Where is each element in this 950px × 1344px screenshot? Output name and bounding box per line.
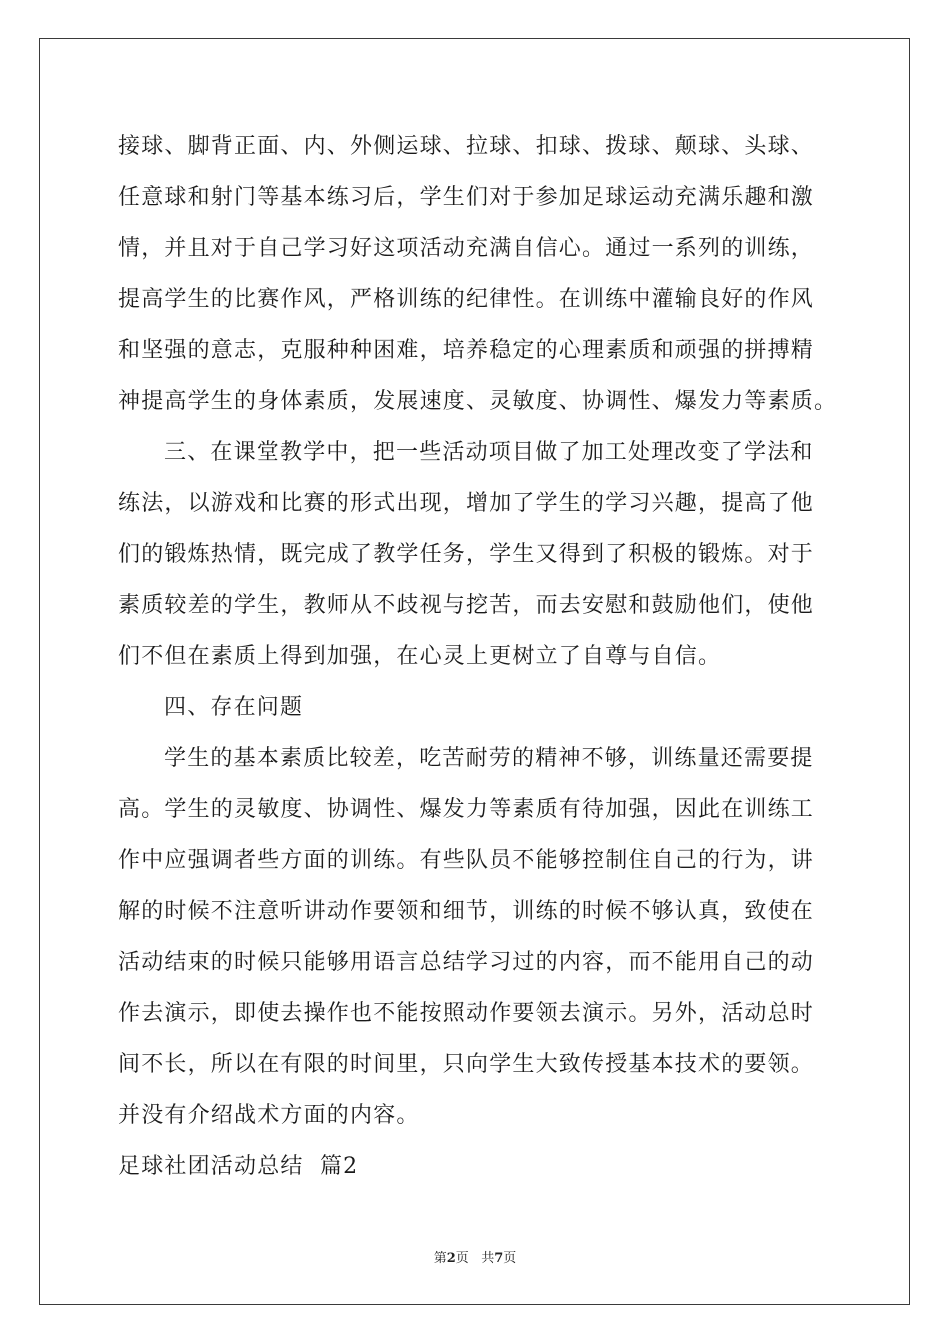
body-line: 和坚强的意志，克服种种困难，培养稳定的心理素质和顽强的拼搏精 (118, 338, 815, 363)
body-line: 们的锻炼热情，既完成了教学任务，学生又得到了积极的锻炼。对于 (118, 542, 815, 567)
total-suffix: 页 (503, 1251, 517, 1266)
body-line: 作中应强调者些方面的训练。有些队员不能够控制住自己的行为，讲 (118, 848, 815, 873)
body-line: 解的时候不注意听讲动作要领和细节，训练的时候不够认真，致使在 (118, 899, 815, 924)
body-line: 提高学生的比赛作风，严格训练的纪律性。在训练中灌输良好的作风 (118, 287, 815, 312)
page-footer (0, 1247, 950, 1266)
body-line: 情，并且对于自己学习好这项活动充满自信心。通过一系列的训练， (118, 236, 815, 261)
page-prefix: 第 (433, 1251, 447, 1266)
total-prefix: 共 (481, 1251, 495, 1266)
body-line: 练法，以游戏和比赛的形式出现，增加了学生的学习兴趣，提高了他 (118, 491, 815, 516)
next-section-title: 足球社团活动总结 篇2 (118, 1154, 359, 1179)
body-line: 接球、脚背正面、内、外侧运球、拉球、扣球、拨球、颠球、头球、 (118, 134, 815, 159)
total-pages: 7 (494, 1251, 504, 1266)
body-line: 作去演示，即使去操作也不能按照动作要领去演示。另外，活动总时 (118, 1001, 815, 1026)
section-three-paragraph-start: 三、在课堂教学中，把一些活动项目做了加工处理改变了学法和 (164, 440, 814, 465)
body-line: 活动结束的时候只能够用语言总结学习过的内容，而不能用自己的动 (118, 950, 815, 975)
body-line: 素质较差的学生，教师从不歧视与挖苦，而去安慰和鼓励他们，使他 (118, 593, 815, 618)
page-number: 2 (446, 1251, 456, 1266)
body-line: 们不但在素质上得到加强，在心灵上更树立了自尊与自信。 (118, 644, 722, 669)
body-line: 神提高学生的身体素质，发展速度、灵敏度、协调性、爆发力等素质。 (118, 389, 838, 414)
body-line: 任意球和射门等基本练习后，学生们对于参加足球运动充满乐趣和激 (118, 185, 815, 210)
page-suffix: 页 (455, 1251, 469, 1266)
body-line: 高。学生的灵敏度、协调性、爆发力等素质有待加强，因此在训练工 (118, 797, 815, 822)
problems-paragraph-start: 学生的基本素质比较差，吃苦耐劳的精神不够，训练量还需要提 (164, 746, 814, 771)
body-line: 间不长，所以在有限的时间里，只向学生大致传授基本技术的要领。 (118, 1052, 815, 1077)
body-line: 并没有介绍战术方面的内容。 (118, 1103, 420, 1128)
section-four-heading: 四、存在问题 (164, 695, 304, 720)
